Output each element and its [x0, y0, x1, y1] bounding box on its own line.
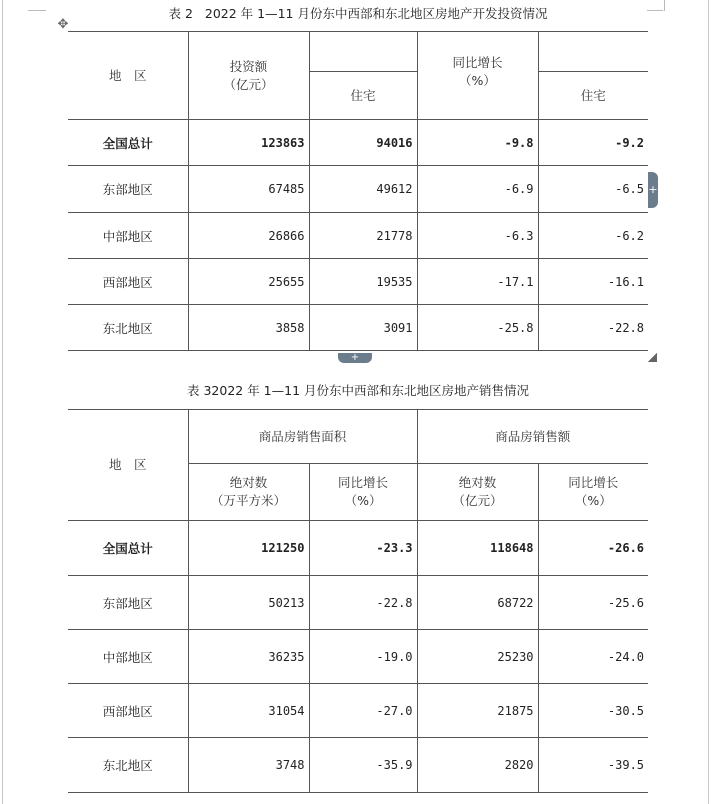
table3-caption: 表 32022 年 1—11 月份东中西部和东北地区房地产销售情况 [186, 383, 530, 398]
page-corner-mark [28, 10, 46, 11]
page-corner-mark [664, 0, 665, 11]
header-empty [538, 32, 648, 72]
table2-caption-prefix: 表 2 [168, 6, 193, 21]
header-region: 地 区 [68, 32, 188, 120]
table-resize-handle-icon[interactable] [648, 353, 657, 362]
header-empty [309, 32, 417, 72]
table-row: 中部地区 26866 21778 -6.3 -6.2 [68, 213, 648, 259]
table-row: 中部地区 36235 -19.0 25230 -24.0 [68, 630, 648, 684]
table-row: 全国总计 123863 94016 -9.8 -9.2 [68, 120, 648, 166]
add-row-button[interactable]: + [338, 353, 372, 363]
header-area-yoy: 同比增长 （%） [309, 464, 417, 521]
header-area-abs: 绝对数 （万平方米） [188, 464, 309, 521]
header-amount-yoy: 同比增长 （%） [538, 464, 648, 521]
table-row: 全国总计 121250 -23.3 118648 -26.6 [68, 521, 648, 576]
header-residential: 住宅 [309, 72, 417, 120]
header-yoy-residential: 住宅 [538, 72, 648, 120]
header-investment: 投资额 （亿元） [188, 32, 309, 120]
header-amount-abs: 绝对数 （亿元） [417, 464, 538, 521]
table-move-handle-icon[interactable]: ✥ [57, 17, 69, 32]
table-row: 西部地区 31054 -27.0 21875 -30.5 [68, 684, 648, 738]
table3-sales [68, 409, 648, 793]
add-column-button[interactable]: + [648, 172, 658, 208]
table-row: 东北地区 3748 -35.9 2820 -39.5 [68, 738, 648, 793]
page-corner-mark [647, 10, 663, 11]
header-amount-group: 商品房销售额 [417, 410, 648, 464]
header-yoy: 同比增长 （%） [417, 32, 538, 120]
page-edge-right [708, 0, 709, 804]
table-row: 东北地区 3858 3091 -25.8 -22.8 [68, 305, 648, 351]
table2-caption [68, 4, 648, 22]
header-area-group: 商品房销售面积 [188, 410, 417, 464]
table-row: 西部地区 25655 19535 -17.1 -16.1 [68, 259, 648, 305]
page-edge-left [2, 0, 3, 804]
table-row: 东部地区 50213 -22.8 68722 -25.6 [68, 576, 648, 630]
table2-caption-text: 2022 年 1—11 月份东中西部和东北地区房地产开发投资情况 [204, 6, 548, 21]
table2-investment [68, 31, 648, 351]
header-region: 地 区 [68, 410, 188, 521]
table-row: 东部地区 67485 49612 -6.9 -6.5 [68, 166, 648, 213]
